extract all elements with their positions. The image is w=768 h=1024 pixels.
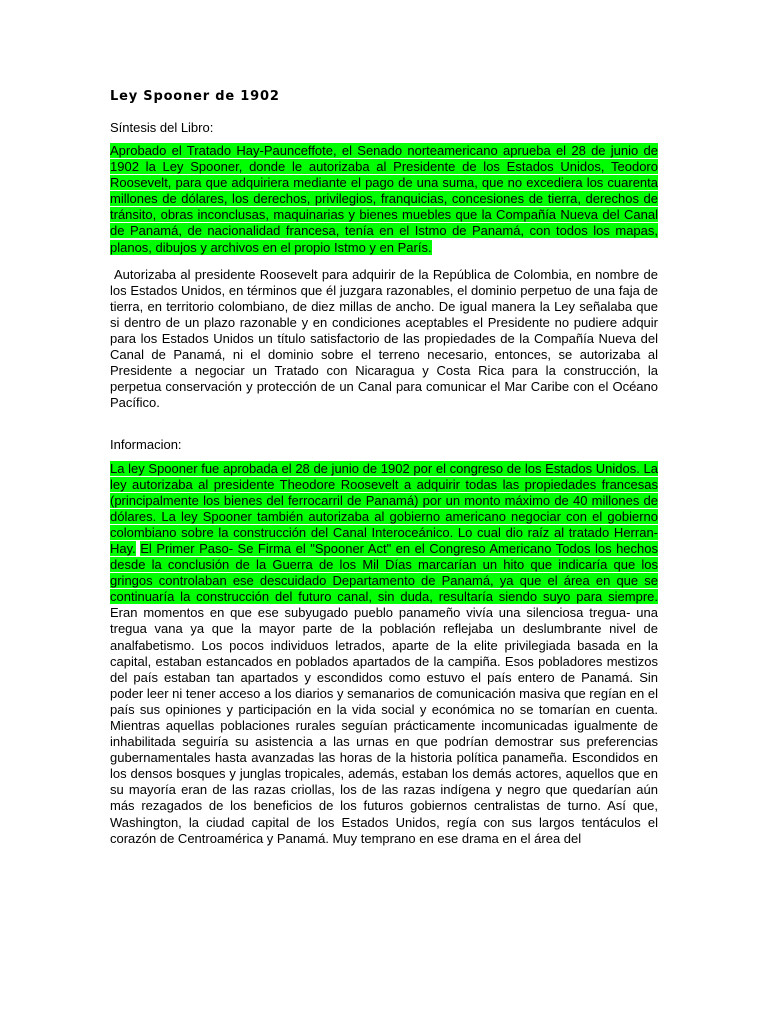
highlighted-text: La ley Spooner fue aprobada el 28 de junio de 1902 por el congreso de los Estados Unidos. La ley autorizaba al presidente Theodore Roosevelt a adquirir todas las propiedades francesas (principalmente los bienes del ferrocarril de Panamá) por un monto máximo de 40 millones de dólares. La ley Spooner también autorizaba al gobierno americano negociar con el gobierno colombiano sobre la construcción del Canal Interoceánico. Lo cual dio raíz al tratado Herran-Hay. xyxy=(110,460,658,556)
informacion-label: Informacion: xyxy=(110,436,182,452)
paragraph-autorizaba: Autorizaba al presidente Roosevelt para adquirir de la República de Colombia, en nombre de los Estados Unidos, en términos que él juzgara razonables, el dominio perpetuo de una faja de tierra, en territorio colombiano, de diez millas de ancho. De igual manera la Ley señalaba que si dentro de un plazo razonable y en condiciones aceptables el Presidente no pudiere adquir para los Estados Unidos un título satisfactorio de las propiedades de la Compañía Nueva del Canal de Panamá, ni el dominio sobre el terreno necesario, entonces, se autorizaba al Presidente a negociar un Tratado con Nicaragua y Costa Rica para la construcción, la perpetua conservación y protección de un Canal para comunicar el Mar Caribe con el Océano Pacífico. xyxy=(110,266,658,411)
highlighted-text: Aprobado el Tratado Hay-Paunceffote, el Senado norteamericano aprueba el 28 de junio de 1902 la Ley Spooner, donde le autorizaba al Presidente de los Estados Unidos, Teodoro Roosevelt, para que adquiriera mediante el pago de una suma, que no excediera los cuarenta millones de dólares, los derechos, privilegios, franquicias, concesiones de tierra, derechos de tránsito, obras inconclusas, maquinarias y bienes muebles que la Compañía Nueva del Canal de Panamá, de nacionalidad francesa, tenía en el Istmo de Panamá, con todos los mapas, planos, dibujos y archivos en el propio Istmo y en París. xyxy=(110,143,658,255)
paragraph-sintesis xyxy=(110,143,658,256)
paragraph-informacion xyxy=(110,461,658,847)
highlighted-text: El Primer Paso- Se Firma el "Spooner Act" en el Congreso Americano Todos los hechos desde la conclusión de la Guerra de los Mil Días marcarían un hito que indicaría que los gringos controlaban ese descuidado Departamento de Panamá, ya que el área en que se continuaría la construcción del futuro canal, sin duda, resultaría siendo suyo para siempre. xyxy=(110,540,658,605)
sintesis-label: Síntesis del Libro: xyxy=(110,120,214,135)
document-title: Ley Spooner de 1902 xyxy=(110,89,280,104)
body-text: Eran momentos en que ese subyugado pueblo panameño vivía una silenciosa tregua- una tregua vana ya que la mayor parte de la población reflejaba un deslumbrante nivel de analfabetismo. Los pocos individuos letrados, aparte de la elite privilegiada basada en la capital, estaban estancados en poblados apartados de la campiña. Esos pobladores mestizos del país estaban tan apartados y escondidos como estuvo el país entero de Panamá. Sin poder leer ni tener acceso a los diarios y semanarios de comunicación masiva que regían en el país sus opiniones y participación en la vida social y económica no se tomarían en cuenta. Mientras aquellas poblaciones rurales seguían prácticamente incomunicadas igualmente de inhabilitada seguiría su asistencia a las urnas en que podrían demostrar sus preferencias gubernamentales hasta avanzadas las horas de la historia política panameña. Escondidos en los densos bosques y junglas tropicales, además, estaban los demás actores, aquellos que en su mayoría eran de las razas criollas, los de las razas indígena y negro que quedarían aún más rezagados de los beneficios de los futuros gobiernos centralistas de turno. Así que, Washington, la ciudad capital de los Estados Unidos, regía con sus largos tentáculos el corazón de Centroamérica y Panamá. Muy temprano en ese drama en el área del xyxy=(110,605,658,846)
